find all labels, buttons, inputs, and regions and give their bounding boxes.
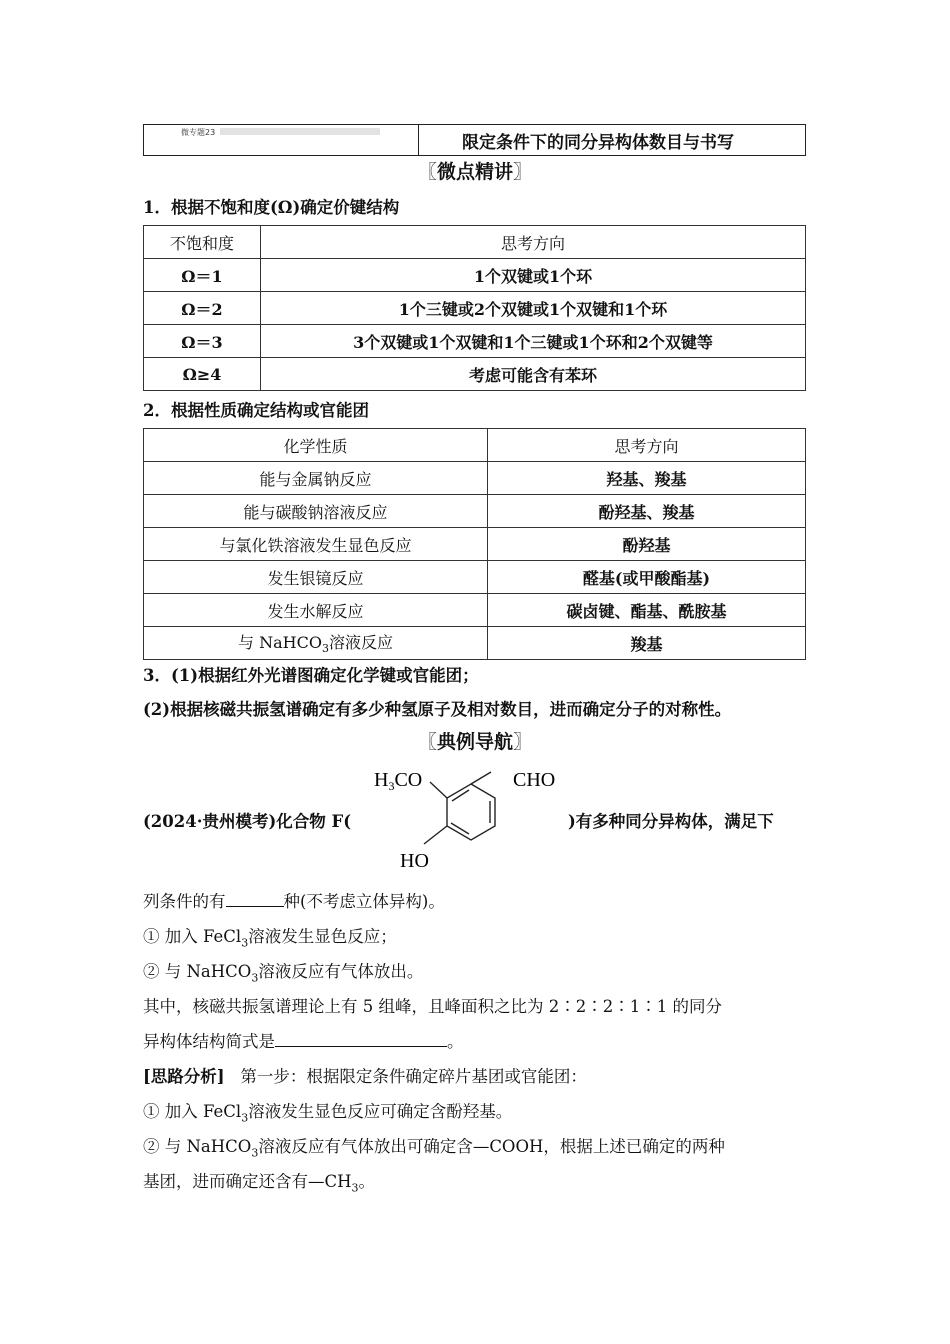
- inner-double-bond: [451, 823, 469, 834]
- point-1-title: 1．根据不饱和度(Ω)确定价键结构: [143, 198, 400, 217]
- table-row: [144, 561, 806, 594]
- property-table: [143, 428, 806, 660]
- table-cell: 考虑可能含有苯环: [261, 358, 806, 391]
- question-line-1: 其中，核磁共振氢谱理论上有 5 组峰，且峰面积之比为 2∶2∶2∶1∶1 的同分: [143, 997, 722, 1016]
- table-header-cell: 不饱和度: [144, 226, 261, 259]
- aldehyde-label: CHO: [513, 769, 556, 791]
- table-cell: 羧基: [488, 627, 806, 660]
- table-cell: 与 NaHCO$_3$溶液反应: [144, 627, 488, 660]
- table-row: [144, 259, 806, 292]
- table-cell: 3个双键或1个双键和1个三键或1个环和2个双键等: [261, 325, 806, 358]
- table-header-cell: 化学性质: [144, 429, 488, 462]
- condition-2: ② 与 NaHCO$_3$溶液反应有气体放出。: [143, 962, 424, 985]
- condition-1: ① 加入 FeCl$_3$溶液发生显色反应；: [143, 927, 397, 950]
- table-row: [144, 627, 806, 660]
- table-cell: 与氯化铁溶液发生显色反应: [144, 528, 488, 561]
- analysis-step-2: ② 与 NaHCO$_3$溶液反应有气体放出可确定含—COOH，根据上述已确定的两种: [143, 1137, 725, 1160]
- example-lead: (2024·贵州模考)化合物 F(: [143, 812, 352, 831]
- compound-f-structure: [368, 760, 578, 875]
- table-cell: Ω＝3: [144, 325, 261, 358]
- hydroxyl-label: HO: [400, 850, 429, 872]
- question-line-2: 异构体结构简式是 。: [143, 1032, 464, 1051]
- table-cell: 碳卤键、酯基、酰胺基: [488, 594, 806, 627]
- table-row: [144, 462, 806, 495]
- table-row: [144, 292, 806, 325]
- point-3-line-1: 3．(1)根据红外光谱图确定化学键或官能团；: [143, 666, 479, 685]
- table-cell: 能与金属钠反应: [144, 462, 488, 495]
- table-cell: 发生银镜反应: [144, 561, 488, 594]
- table-cell: 发生水解反应: [144, 594, 488, 627]
- table-cell: 1个双键或1个环: [261, 259, 806, 292]
- topic-header: [143, 124, 806, 156]
- answer-blank-structure[interactable]: [275, 1032, 447, 1047]
- section-heading-lecture: 〖微点精讲〗: [417, 161, 533, 183]
- point-2-title: 2．根据性质确定结构或官能团: [143, 401, 369, 420]
- answer-blank-count[interactable]: [226, 892, 284, 907]
- table-header-cell: 思考方向: [261, 226, 806, 259]
- bond-to-och3: [430, 782, 447, 798]
- table-row: [144, 325, 806, 358]
- analysis-step-3: 基团，进而确定还含有$—CH_3$。: [143, 1172, 376, 1195]
- topic-tag: 微专题23: [181, 128, 216, 137]
- benzene-ring: [447, 784, 495, 840]
- methoxy-label: $H_3CO$: [374, 769, 423, 793]
- topic-tag-bar: [220, 128, 380, 135]
- table-row: [144, 358, 806, 391]
- analysis-line: [思路分析] 第一步：根据限定条件确定碎片基团或官能团：: [143, 1067, 587, 1086]
- section-heading-example: 〖典例导航〗: [417, 731, 533, 753]
- analysis-step-1: ① 加入 FeCl$_3$溶液发生显色反应可确定含酚羟基。: [143, 1102, 513, 1125]
- example-line-2: 列条件的有 种(不考虑立体异构)。: [143, 892, 445, 911]
- table-row: [144, 495, 806, 528]
- table-header-cell: 思考方向: [488, 429, 806, 462]
- table-cell: 羟基、羧基: [488, 462, 806, 495]
- table-cell: 醛基(或甲酸酯基): [488, 561, 806, 594]
- topic-title: 限定条件下的同分异构体数目与书写: [462, 133, 734, 153]
- table-cell: Ω≥4: [144, 358, 261, 391]
- table-row: [144, 528, 806, 561]
- table-row: [144, 594, 806, 627]
- unsaturation-table: [143, 225, 806, 391]
- table-header-row: [144, 429, 806, 462]
- table-cell: Ω＝1: [144, 259, 261, 292]
- table-cell: 酚羟基、羧基: [488, 495, 806, 528]
- table-cell: 酚羟基: [488, 528, 806, 561]
- inner-double-bond: [452, 790, 469, 801]
- table-header-row: [144, 226, 806, 259]
- table-cell: Ω＝2: [144, 292, 261, 325]
- topic-header-left: [144, 125, 419, 155]
- point-3-line-2: (2)根据核磁共振氢谱确定有多少种氢原子及相对数目，进而确定分子的对称性。: [143, 700, 732, 719]
- bond-to-cho: [471, 772, 491, 784]
- bond-to-oh: [424, 826, 447, 844]
- example-tail: )有多种同分异构体，满足下: [568, 812, 774, 831]
- table-cell: 能与碳酸钠溶液反应: [144, 495, 488, 528]
- table-cell: 1个三键或2个双键或1个双键和1个环: [261, 292, 806, 325]
